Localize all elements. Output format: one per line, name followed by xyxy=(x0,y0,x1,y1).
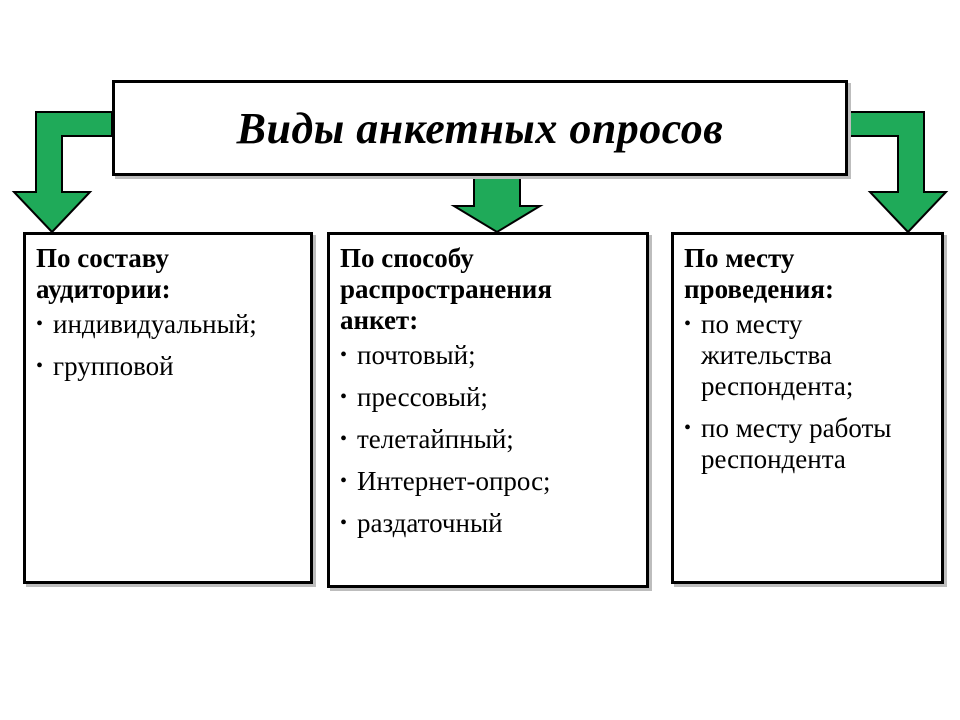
list-item: • Интернет-опрос; xyxy=(340,466,551,496)
list-item: • групповой xyxy=(36,351,174,381)
right-arrow xyxy=(848,112,946,232)
category-box-audience xyxy=(23,232,313,584)
category-box-distribution xyxy=(327,232,649,588)
category-heading: По составу аудитории: xyxy=(36,243,171,304)
bullet-icon: • xyxy=(340,344,348,366)
category-box-location xyxy=(671,232,944,584)
list-item: • телетайпный; xyxy=(340,424,514,454)
bullet-icon: • xyxy=(36,313,44,335)
category-heading: По месту проведения: xyxy=(684,243,834,304)
list-item: • почтовый; xyxy=(340,340,476,370)
bullet-icon: • xyxy=(340,386,348,408)
left-arrow xyxy=(14,112,112,232)
list-item: • раздаточный xyxy=(340,508,503,538)
list-item: • прессовый; xyxy=(340,382,488,412)
list-item: • по месту жительства респондента; xyxy=(684,309,854,401)
bullet-icon: • xyxy=(36,355,44,377)
diagram-title: Виды анкетных опросов xyxy=(236,103,724,153)
bullet-icon: • xyxy=(684,417,692,439)
bullet-icon: • xyxy=(340,512,348,534)
list-item: • по месту работы респондента xyxy=(684,413,892,474)
bullet-icon: • xyxy=(684,313,692,335)
title-box xyxy=(112,80,848,176)
category-items xyxy=(340,340,636,539)
list-item: • индивидуальный; xyxy=(36,309,257,339)
category-items xyxy=(684,309,931,475)
bullet-icon: • xyxy=(340,470,348,492)
category-heading: По способу распространения анкет: xyxy=(340,243,552,335)
middle-arrow xyxy=(454,176,540,232)
bullet-icon: • xyxy=(340,428,348,450)
category-items xyxy=(36,309,300,382)
